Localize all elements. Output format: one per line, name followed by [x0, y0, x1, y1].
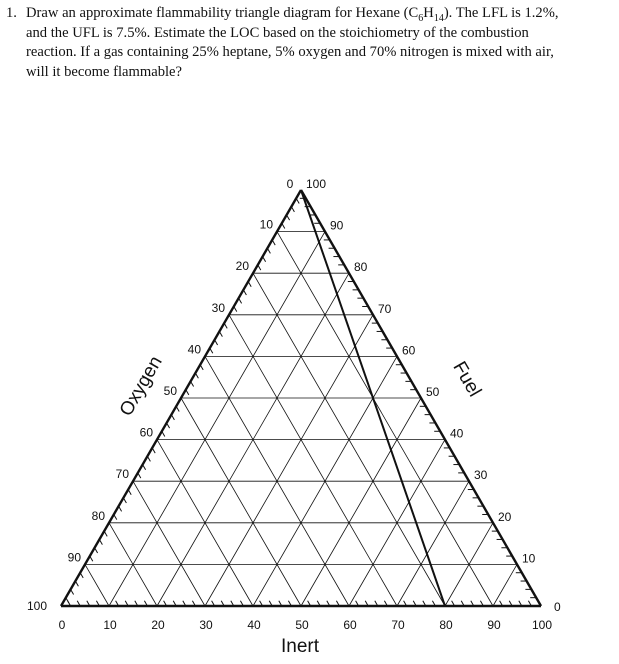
oxygen-tick-label: 60 [139, 425, 153, 440]
fuel-axis-title: Fuel [448, 357, 486, 401]
oxygen-tick-label: 90 [67, 550, 81, 565]
inert-tick-label: 20 [151, 618, 165, 632]
oxygen-tick-label: 50 [163, 384, 177, 398]
grid-line-inert [109, 232, 325, 606]
fuel-tick-label: 80 [354, 260, 368, 275]
oxygen-tick-label: 10 [259, 217, 273, 232]
fuel-tick-label: 0 [554, 600, 561, 614]
inert-tick-label: 10 [103, 618, 117, 632]
grid-line-oxygen [133, 481, 205, 606]
fuel-tick-label: 100 [305, 177, 327, 191]
fuel-tick-label: 20 [498, 509, 512, 524]
fuel-tick-label: 70 [378, 301, 392, 316]
inert-tick-label: 70 [391, 618, 405, 632]
inert-tick-label: 50 [295, 618, 309, 632]
problem-number: 1. [6, 5, 17, 21]
inert-tick-label: 30 [199, 618, 213, 632]
tick-labels [27, 177, 561, 632]
inert-tick-label: 80 [439, 618, 453, 632]
problem-line-1-b: H [423, 5, 434, 21]
grid-line-inert [205, 315, 373, 606]
problem-line-3: reaction. If a gas containing 25% heptane, 5% oxygen and 70% nitrogen is mixed with air, [26, 44, 554, 61]
oxygen-tick-label: 80 [91, 508, 105, 523]
inert-tick-label: 0 [58, 618, 66, 632]
formula-subscript-14: 14 [433, 12, 444, 24]
inert-tick-label: 40 [247, 618, 261, 632]
fuel-tick-label: 90 [330, 218, 344, 233]
fuel-tick-label: 40 [450, 426, 464, 441]
oxygen-tick-label: 100 [26, 599, 48, 613]
grid-line-oxygen [277, 232, 493, 606]
grid-line-oxygen [181, 398, 301, 606]
oxygen-tick-label: 0 [286, 177, 294, 191]
formula-subscript-6: 6 [418, 12, 424, 24]
oxygen-tick-label: 30 [211, 300, 225, 315]
oxygen-tick-label: 20 [235, 259, 249, 274]
inert-tick-label: 100 [531, 618, 553, 632]
triangle-grid [85, 232, 517, 606]
inert-tick-label: 60 [343, 618, 357, 632]
fuel-tick-label: 60 [402, 343, 416, 358]
oxygen-axis-title: Oxygen [115, 352, 167, 420]
inert-tick-label: 90 [487, 618, 501, 632]
oxygen-tick-label: 70 [115, 467, 129, 482]
fuel-tick-label: 50 [426, 385, 440, 399]
problem-line-1-a: Draw an approximate flammability triangle diagram for Hexane (C [26, 5, 419, 21]
problem-line-1-c: ). The LFL is 1.2%, [443, 5, 559, 21]
grid-line-oxygen [85, 564, 109, 606]
grid-line-inert [301, 398, 421, 606]
problem-line-2: and the UFL is 7.5%. Estimate the LOC based on the stoichiometry of the combustion [26, 24, 529, 41]
oxygen-tick-label: 40 [187, 342, 201, 357]
fuel-tick-label: 30 [474, 468, 488, 483]
problem-line-4: will it become flammable? [26, 63, 183, 80]
grid-line-inert [493, 564, 517, 606]
fuel-tick-label: 10 [522, 551, 536, 566]
grid-line-oxygen [229, 315, 397, 606]
inert-axis-title: Inert [280, 636, 320, 657]
